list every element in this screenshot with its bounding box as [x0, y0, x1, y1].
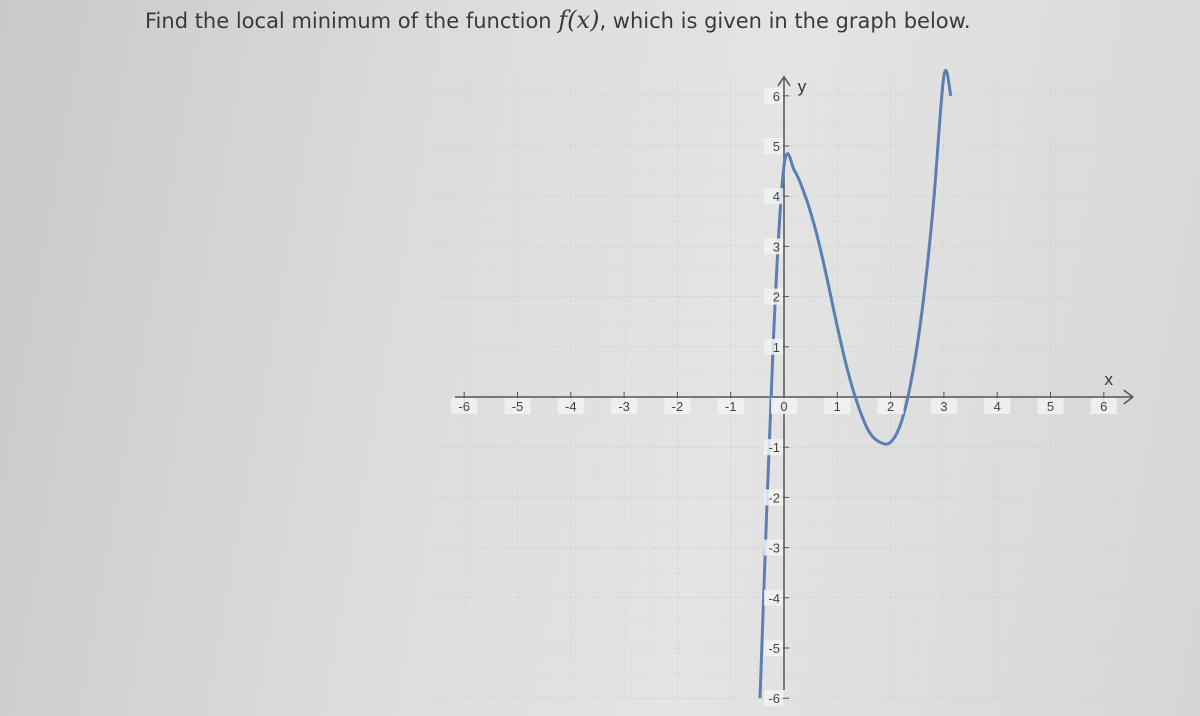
curve-layer [760, 70, 951, 698]
y-tick-label: -4 [768, 590, 780, 606]
x-tick-label: -4 [565, 399, 577, 414]
x-axis-label: x [1104, 370, 1114, 389]
y-tick-label: -3 [768, 540, 780, 556]
y-tick-label: 4 [772, 189, 780, 205]
x-tick-label: -5 [511, 399, 524, 414]
question-prefix: Find the local minimum of the function [145, 9, 559, 33]
y-tick-label: -2 [768, 490, 780, 506]
y-tick-label: 6 [772, 88, 780, 104]
x-tick-label: 5 [1046, 399, 1055, 414]
x-tick-label: 2 [886, 399, 895, 414]
x-tick-label: 3 [940, 399, 948, 414]
question-suffix: , which is given in the graph below. [599, 9, 971, 33]
grid [434, 76, 1124, 716]
x-tick-label: 4 [993, 399, 1001, 414]
y-tick-label: -1 [768, 440, 780, 456]
y-tick-label: 1 [772, 339, 780, 355]
y-tick-label: -6 [768, 691, 780, 707]
x-tick-label: -6 [458, 399, 470, 414]
y-tick-label: 2 [772, 289, 780, 305]
x-tick-label: 1 [833, 399, 841, 414]
x-tick-label: 0 [780, 399, 788, 414]
x-tick-label: 6 [1100, 399, 1108, 414]
y-axis-label: y [797, 76, 807, 96]
x-tick-label: -3 [618, 399, 630, 414]
x-tick-label: -1 [724, 399, 737, 414]
y-tick-label: 5 [772, 139, 780, 154]
x-tick-label: -2 [671, 399, 684, 414]
function-notation: f(x) [558, 6, 600, 34]
y-tick-label: 3 [772, 239, 780, 255]
function-curve [760, 70, 951, 698]
y-tick-label: -5 [768, 641, 780, 656]
